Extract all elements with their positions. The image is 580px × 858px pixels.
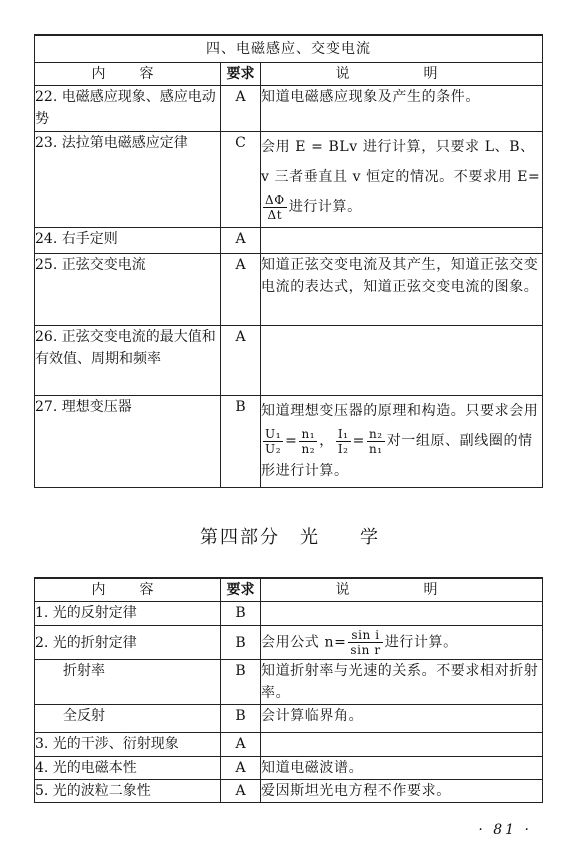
fraction-numerator: U₁ xyxy=(265,426,282,441)
row-description xyxy=(261,602,543,626)
equals-sign: = xyxy=(285,433,298,449)
table-row xyxy=(35,757,543,780)
header-content: 内 容 xyxy=(35,578,221,602)
table-row xyxy=(35,602,543,626)
row-requirement: B xyxy=(221,396,261,488)
row-description: 知道正弦交变电流及其产生，知道正弦交变电流的表达式，知道正弦交变电流的图象。 xyxy=(261,254,543,326)
description-text: 会用公式 n= xyxy=(261,634,347,651)
row-content: 25. 正弦交变电流 xyxy=(35,254,221,326)
fraction-denominator: n₁ xyxy=(368,441,383,456)
table-row xyxy=(35,660,543,705)
table-row xyxy=(35,132,543,228)
formula-fraction xyxy=(336,427,351,456)
row-description xyxy=(261,326,543,396)
row-content: 4. 光的电磁本性 xyxy=(35,757,221,780)
fraction-numerator: I₁ xyxy=(337,426,349,441)
formula-fraction xyxy=(348,628,382,657)
optics-table xyxy=(34,577,543,803)
row-description xyxy=(261,626,543,660)
row-requirement: B xyxy=(221,660,261,705)
row-content: 5. 光的波粒二象性 xyxy=(35,780,221,803)
header-content: 内 容 xyxy=(35,63,221,86)
table-row xyxy=(35,326,543,396)
row-description: 知道电磁感应现象及产生的条件。 xyxy=(261,86,543,132)
fraction-denominator: sin r xyxy=(350,643,381,657)
fraction-numerator: ΔΦ xyxy=(265,192,285,207)
row-requirement: A xyxy=(221,757,261,780)
row-content: 23. 法拉第电磁感应定律 xyxy=(35,132,221,228)
description-text: 进行计算。 xyxy=(288,199,362,215)
header-requirement: 要求 xyxy=(221,578,261,602)
row-description: 会计算临界角。 xyxy=(261,705,543,733)
table-row xyxy=(35,780,543,803)
equals-sign: = xyxy=(352,433,365,449)
row-requirement: B xyxy=(221,705,261,733)
fraction-denominator: n₂ xyxy=(301,441,316,456)
table-row xyxy=(35,228,543,254)
description-text: 进行计算。 xyxy=(384,634,458,651)
row-content: 1. 光的反射定律 xyxy=(35,602,221,626)
row-requirement: A xyxy=(221,733,261,757)
row-content: 折射率 xyxy=(35,660,221,705)
fraction-denominator: I₂ xyxy=(337,441,349,456)
formula-fraction xyxy=(367,427,385,456)
header-description: 说 明 xyxy=(261,63,543,86)
row-requirement: B xyxy=(221,626,261,660)
fraction-numerator: n₂ xyxy=(368,426,383,441)
row-requirement: C xyxy=(221,132,261,228)
electromagnetic-induction-table xyxy=(34,34,543,488)
row-requirement: A xyxy=(221,86,261,132)
row-description xyxy=(261,228,543,254)
fraction-denominator: U₂ xyxy=(265,441,282,456)
description-text: 对一组原、副线圈的情形进行计算。 xyxy=(261,433,533,479)
fraction-denominator: Δt xyxy=(267,207,283,222)
row-content: 27. 理想变压器 xyxy=(35,396,221,488)
header-requirement: 要求 xyxy=(221,63,261,86)
row-content: 24. 右手定则 xyxy=(35,228,221,254)
separator: ， xyxy=(319,433,334,449)
fraction-numerator: sin i xyxy=(348,628,382,643)
table-row xyxy=(35,254,543,326)
table-row xyxy=(35,396,543,488)
row-description: 知道电磁波谱。 xyxy=(261,757,543,780)
row-requirement: A xyxy=(221,780,261,803)
row-content: 3. 光的干涉、衍射现象 xyxy=(35,733,221,757)
table-caption: 四、电磁感应、交变电流 xyxy=(35,35,543,63)
formula-fraction xyxy=(299,427,317,456)
table-row xyxy=(35,626,543,660)
row-requirement: B xyxy=(221,602,261,626)
row-content: 2. 光的折射定律 xyxy=(35,626,221,660)
fraction-numerator: n₁ xyxy=(301,426,316,441)
table-row xyxy=(35,86,543,132)
row-requirement: A xyxy=(221,326,261,396)
page-number: · 81 · xyxy=(478,822,532,838)
formula-fraction xyxy=(263,427,283,456)
row-content: 26. 正弦交变电流的最大值和有效值、周期和频率 xyxy=(35,326,221,396)
table-row xyxy=(35,733,543,757)
description-text: 会用 E = BLv 进行计算，只要求 L、B、v 三者垂直且 v 恒定的情况。不要求用 E= xyxy=(261,139,541,185)
row-description: 知道折射率与光速的关系。不要求相对折射率。 xyxy=(261,660,543,705)
row-content: 全反射 xyxy=(35,705,221,733)
row-description: 爱因斯坦光电方程不作要求。 xyxy=(261,780,543,803)
header-description: 说 明 xyxy=(261,578,543,602)
row-requirement: A xyxy=(221,254,261,326)
row-content: 22. 电磁感应现象、感应电动势 xyxy=(35,86,221,132)
table-header xyxy=(35,63,543,86)
table-row xyxy=(35,705,543,733)
row-description xyxy=(261,733,543,757)
formula-fraction xyxy=(263,193,287,222)
row-description xyxy=(261,396,543,488)
description-text: 知道理想变压器的原理和构造。只要求会用 xyxy=(261,403,539,419)
table-header xyxy=(35,578,543,602)
row-description xyxy=(261,132,543,228)
section-title: 第四部分 光 学 xyxy=(200,527,380,548)
row-requirement: A xyxy=(221,228,261,254)
